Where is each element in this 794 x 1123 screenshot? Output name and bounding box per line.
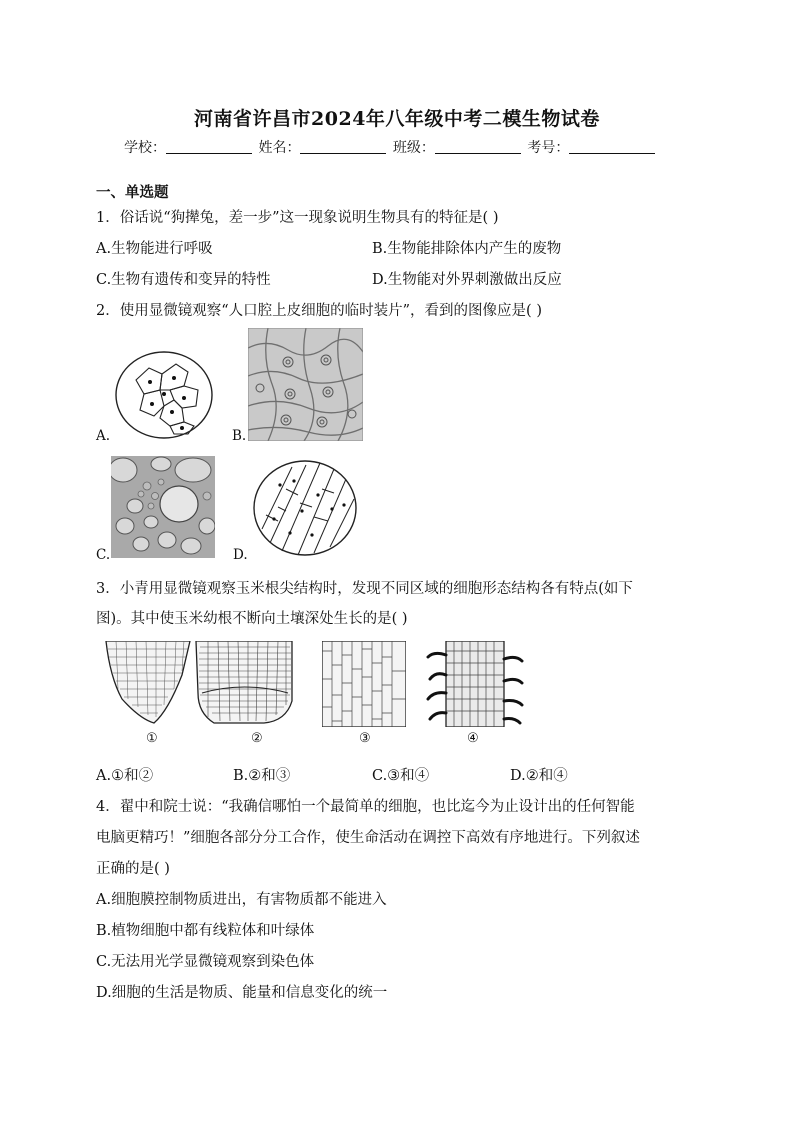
- class-label: 班级：: [392, 140, 435, 156]
- question-2-stem: 2．使用显微镜观察“人口腔上皮细胞的临时装片”，看到的图像应是( ): [96, 303, 542, 319]
- question-1-stem: 1．俗话说“狗撵兔，差一步”这一现象说明生物具有的特征是( ): [96, 210, 499, 226]
- q3-option-d[interactable]: D.②和④: [510, 768, 568, 784]
- exam-number-blank[interactable]: [569, 139, 655, 154]
- q1-option-b[interactable]: B.生物能排除体内产生的废物: [372, 241, 562, 257]
- name-label: 姓名：: [258, 140, 301, 156]
- question-4-stem-line-2: 电脑更精巧！”细胞各部分分工合作，使生命活动在调控下高效有序地进行。下列叙述: [96, 830, 640, 846]
- q4-option-c[interactable]: C.无法用光学显微镜观察到染色体: [96, 954, 315, 970]
- class-blank[interactable]: [435, 139, 521, 154]
- exam-title: 河南省许昌市2024年八年级中考二模生物试卷: [194, 108, 600, 130]
- q3-figure-4-root-hair-zone: [424, 641, 526, 727]
- student-info-line: [124, 137, 657, 157]
- section-title: 一、单选题: [96, 184, 169, 201]
- q3-figure-label-1: ①: [146, 731, 158, 746]
- question-4-stem-line-3: 正确的是( ): [96, 861, 170, 877]
- name-blank[interactable]: [300, 139, 386, 154]
- q3-figure-3-elongation-zone: [322, 641, 406, 727]
- q3-figure-label-3: ③: [359, 731, 371, 746]
- q3-figure-2-meristem: [194, 641, 294, 725]
- q3-figure-1-root-cap: [104, 641, 194, 725]
- q4-option-b[interactable]: B.植物细胞中都有线粒体和叶绿体: [96, 923, 315, 939]
- q4-option-a[interactable]: A.细胞膜控制物质进出，有害物质都不能进入: [96, 892, 387, 908]
- q1-option-a[interactable]: A.生物能进行呼吸: [96, 241, 213, 257]
- q2-label-c[interactable]: C.: [96, 547, 111, 563]
- question-3-stem-line-1: 3．小青用显微镜观察玉米根尖结构时，发现不同区域的细胞形态结构各有特点(如下: [96, 581, 633, 597]
- q2-label-b[interactable]: B.: [232, 428, 247, 444]
- q4-option-d[interactable]: D.细胞的生活是物质、能量和信息变化的统一: [96, 985, 388, 1001]
- q2-label-d[interactable]: D.: [233, 547, 248, 563]
- q2-image-b-micrograph: [248, 328, 363, 441]
- q3-figure-label-2: ②: [251, 731, 263, 746]
- question-4-stem-line-1: 4．翟中和院士说：“我确信哪怕一个最简单的细胞，也比迄今为止设计出的任何智能: [96, 799, 635, 815]
- q2-image-a-cheek-cells: [114, 350, 214, 440]
- q3-figure-label-4: ④: [467, 731, 479, 746]
- q3-option-a[interactable]: A.①和②: [96, 768, 154, 784]
- q1-option-c[interactable]: C.生物有遗传和变异的特性: [96, 272, 271, 288]
- q2-image-d-onion-cells: [252, 459, 358, 557]
- school-label: 学校：: [124, 140, 166, 156]
- q3-option-c[interactable]: C.③和④: [372, 768, 430, 784]
- question-3-stem-line-2: 图)。其中使玉米幼根不断向土壤深处生长的是( ): [96, 611, 408, 627]
- q2-label-a[interactable]: A.: [96, 428, 111, 444]
- exam-number-label: 考号：: [527, 140, 570, 156]
- q3-option-b[interactable]: B.②和③: [233, 768, 291, 784]
- q1-option-d[interactable]: D.生物能对外界刺激做出反应: [372, 272, 562, 288]
- q2-image-c-micrograph: [111, 456, 215, 558]
- school-blank[interactable]: [166, 139, 252, 154]
